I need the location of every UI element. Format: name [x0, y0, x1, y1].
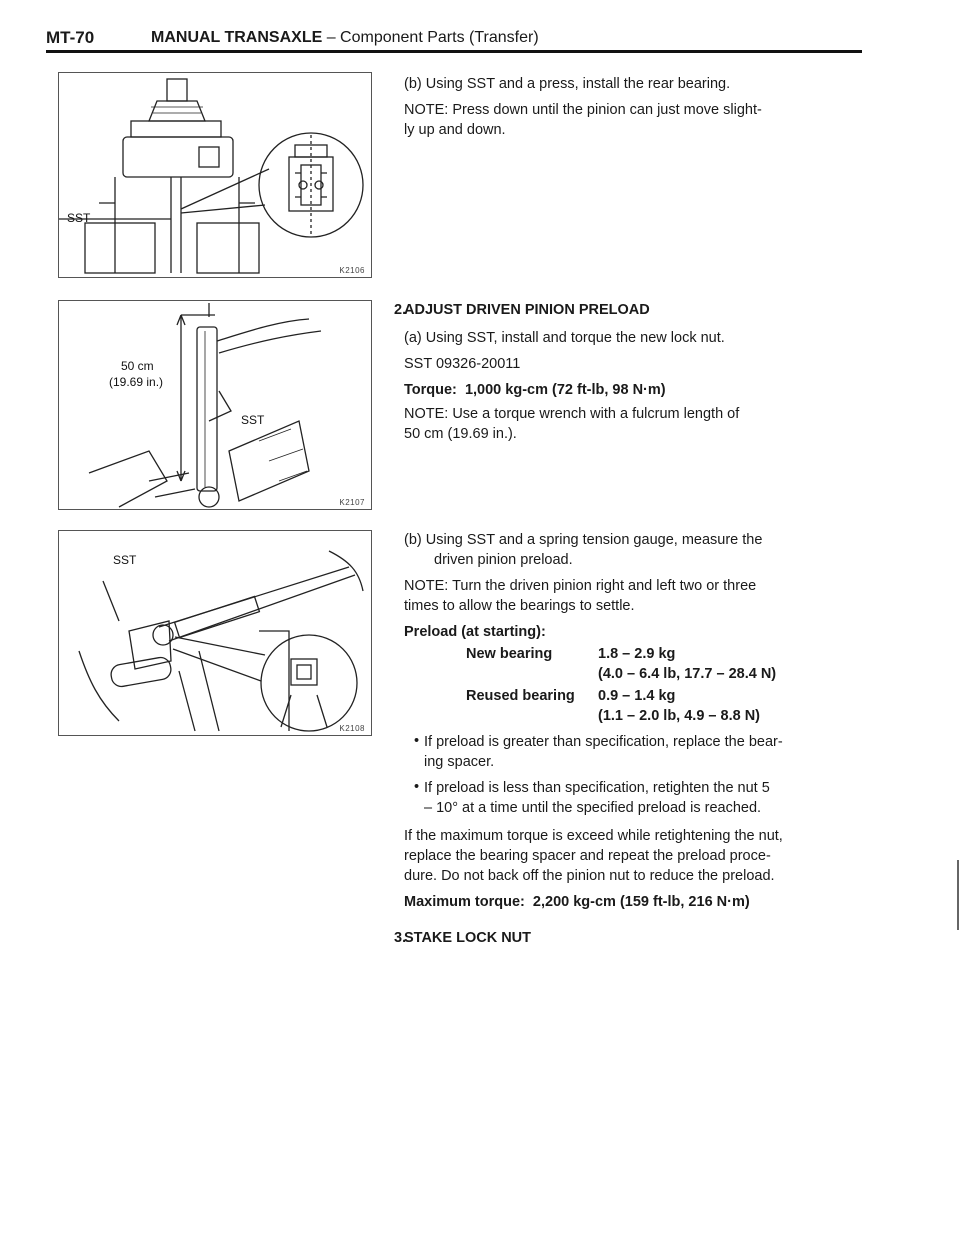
figure-k2106-code: K2106 [339, 266, 365, 275]
step2a-torque-label: Torque: [404, 382, 457, 398]
new-bearing-label: New bearing [466, 646, 553, 662]
page-number: MT-70 [46, 28, 95, 47]
max-torque-spec [404, 892, 864, 912]
section-title [151, 29, 539, 47]
max-torque-para-line1: If the maximum torque is exceed while retightening the nut, [404, 828, 783, 844]
step1b-note-line1: NOTE: Press down until the pinion can just move slight- [404, 102, 762, 118]
figure-k2107-code: K2107 [339, 498, 365, 507]
page-edge-mark [957, 860, 959, 930]
figure-k2107-length-cm: 50 cm [121, 359, 154, 373]
step2b-line2: driven pinion preload. [434, 552, 573, 568]
reused-bearing-label: Reused bearing [466, 688, 575, 704]
step2-title: ADJUST DRIVEN PINION PRELOAD [404, 302, 650, 318]
step2a-sst: SST 09326-20011 [404, 356, 521, 372]
section-title-bold: MANUAL TRANSAXLE [151, 29, 323, 46]
step1b-text: (b) Using SST and a press, install the rear bearing. [404, 76, 731, 92]
bullet-greater-line2: ing spacer. [424, 754, 495, 770]
figure-k2108 [58, 530, 372, 736]
max-torque-para-line2: replace the bearing spacer and repeat the preload proce- [404, 848, 771, 864]
reused-bearing-value2: (1.1 – 2.0 lb, 4.9 – 8.8 N) [598, 708, 760, 724]
step2-number: 2. [394, 302, 407, 318]
step1b-note-line2: ly up and down. [404, 122, 506, 138]
figure-k2107 [58, 300, 372, 510]
new-bearing-value1: 1.8 – 2.9 kg [598, 646, 676, 662]
figure-k2108-illustration [59, 531, 371, 735]
reused-bearing-value1: 0.9 – 1.4 kg [598, 688, 676, 704]
max-torque-value: 2,200 kg-cm (159 ft-lb, 216 N·m) [532, 894, 750, 910]
step3-number: 3. [394, 930, 407, 946]
step2a-text: (a) Using SST, install and torque the new lock nut. [404, 330, 725, 346]
figure-k2108-code: K2108 [339, 724, 365, 733]
step2a-note-line2: 50 cm (19.69 in.). [404, 426, 517, 442]
max-torque-label: Maximum torque: [404, 894, 525, 910]
step2a-torque [404, 380, 864, 400]
bullet-less-line1: • If preload is less than specification, retighten the nut 5 [424, 780, 770, 796]
figure-k2107-illustration [59, 301, 371, 509]
figure-k2106-sst-label: SST [67, 211, 91, 225]
figure-k2107-sst-label: SST [241, 413, 265, 427]
step2b-note-line1: NOTE: Turn the driven pinion right and left two or three [404, 578, 757, 594]
section-title-rest: – Component Parts (Transfer) [322, 29, 539, 46]
figure-k2107-length-in: (19.69 in.) [109, 375, 164, 389]
step2a-note-line1: NOTE: Use a torque wrench with a fulcrum length of [404, 406, 740, 422]
bullet-less-line2: – 10° at a time until the specified preload is reached. [424, 800, 762, 816]
figure-k2108-sst-label: SST [113, 553, 137, 567]
figure-k2106-illustration [59, 73, 371, 277]
bullet-less [414, 778, 864, 818]
preload-label: Preload (at starting): [404, 624, 546, 640]
procedure-text [394, 74, 864, 934]
step2b-note-line2: times to allow the bearings to settle. [404, 598, 635, 614]
new-bearing-value2: (4.0 – 6.4 lb, 17.7 – 28.4 N) [598, 666, 777, 682]
step2b-line1: (b) Using SST and a spring tension gauge, measure the [404, 532, 763, 548]
bullet-greater [414, 732, 864, 772]
max-torque-para-line3: dure. Do not back off the pinion nut to reduce the preload. [404, 868, 775, 884]
figure-k2106 [58, 72, 372, 278]
step3-title: STAKE LOCK NUT [404, 930, 532, 946]
header-rule [46, 50, 862, 53]
step2a-torque-value: 1,000 kg-cm (72 ft-lb, 98 N·m) [464, 382, 666, 398]
bullet-greater-line1: • If preload is greater than specification, replace the bear- [424, 734, 783, 750]
